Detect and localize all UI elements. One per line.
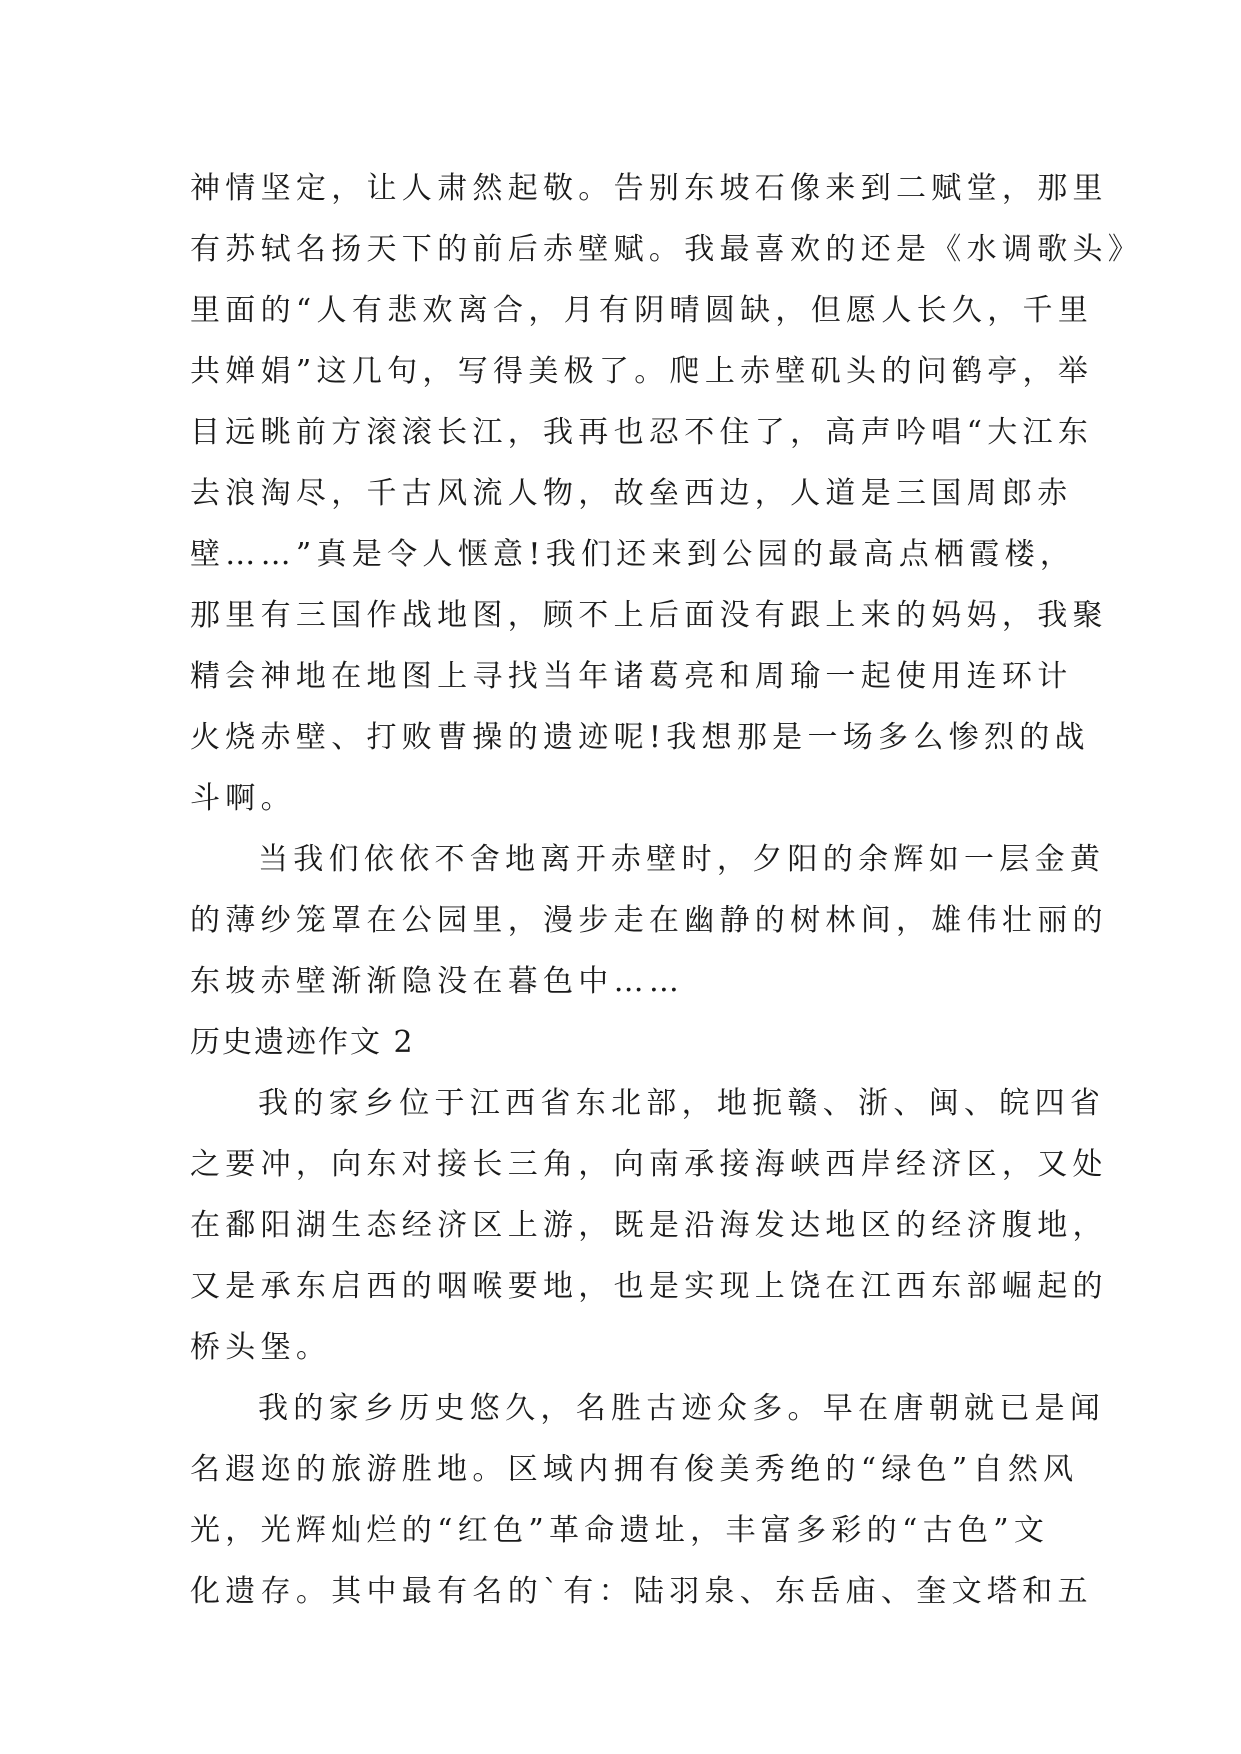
paragraph-2 — [190, 829, 1108, 1012]
text-line: 共婵娟”这几句，写得美极了。爬上赤壁矶头的问鹤亭，举 — [190, 354, 1094, 389]
text-line: 当我们依依不舍地离开赤壁时，夕阳的余辉如一层金黄 — [258, 842, 1106, 877]
text-line: 精会神地在地图上寻找当年诸葛亮和周瑜一起使用连环计 — [190, 659, 1073, 694]
text-line: 神情坚定，让人肃然起敬。告别东坡石像来到二赋堂，那里 — [190, 171, 1108, 206]
text-line: 光，光辉灿烂的“红色”革命遗址，丰富多彩的“古色”文 — [190, 1513, 1050, 1548]
text-line: 斗啊。 — [190, 781, 296, 816]
text-line: 之要冲，向东对接长三角，向南承接海峡西岸经济区，又处 — [190, 1147, 1108, 1182]
text-line: 那里有三国作战地图，顾不上后面没有跟上来的妈妈，我聚 — [190, 598, 1108, 633]
paragraph-1 — [190, 158, 1144, 829]
text-line: 去浪淘尽，千古风流人物，故垒西边，人道是三国周郎赤 — [190, 476, 1073, 511]
text-line: 我的家乡位于江西省东北部，地扼赣、浙、闽、皖四省 — [258, 1086, 1106, 1121]
text-line: 有苏轼名扬天下的前后赤壁赋。我最喜欢的还是《水调歌头》 — [190, 232, 1144, 267]
text-line: 火烧赤壁、打败曹操的遗迹呢!我想那是一场多么惨烈的战 — [190, 720, 1090, 755]
text-line: 名遐迩的旅游胜地。区域内拥有俊美秀绝的“绿色”自然风 — [190, 1452, 1079, 1487]
text-line: 桥头堡。 — [190, 1330, 332, 1365]
text-line: 壁……”真是令人惬意!我们还来到公园的最高点栖霞楼， — [190, 537, 1076, 572]
paragraph-4 — [190, 1378, 1106, 1622]
document-body — [190, 158, 1144, 1622]
text-line: 化遗存。其中最有名的`有：陆羽泉、东岳庙、奎文塔和五 — [190, 1574, 1093, 1609]
text-line: 的薄纱笼罩在公园里，漫步走在幽静的树林间，雄伟壮丽的 — [190, 903, 1108, 938]
text-line: 在鄱阳湖生态经济区上游，既是沿海发达地区的经济腹地， — [190, 1208, 1108, 1243]
text-line: 目远眺前方滚滚长江，我再也忍不住了，高声吟唱“大江东 — [190, 415, 1094, 450]
text-line: 我的家乡历史悠久，名胜古迹众多。早在唐朝就已是闻 — [258, 1391, 1106, 1426]
text-line: 又是承东启西的咽喉要地，也是实现上饶在江西东部崛起的 — [190, 1269, 1108, 1304]
text-line: 东坡赤壁渐渐隐没在暮色中…… — [190, 964, 685, 999]
text-line: 里面的“人有悲欢离合，月有阴晴圆缺，但愿人长久，千里 — [190, 293, 1094, 328]
paragraph-3 — [190, 1073, 1108, 1378]
section-heading: 历史遗迹作文 2 — [190, 1025, 415, 1060]
